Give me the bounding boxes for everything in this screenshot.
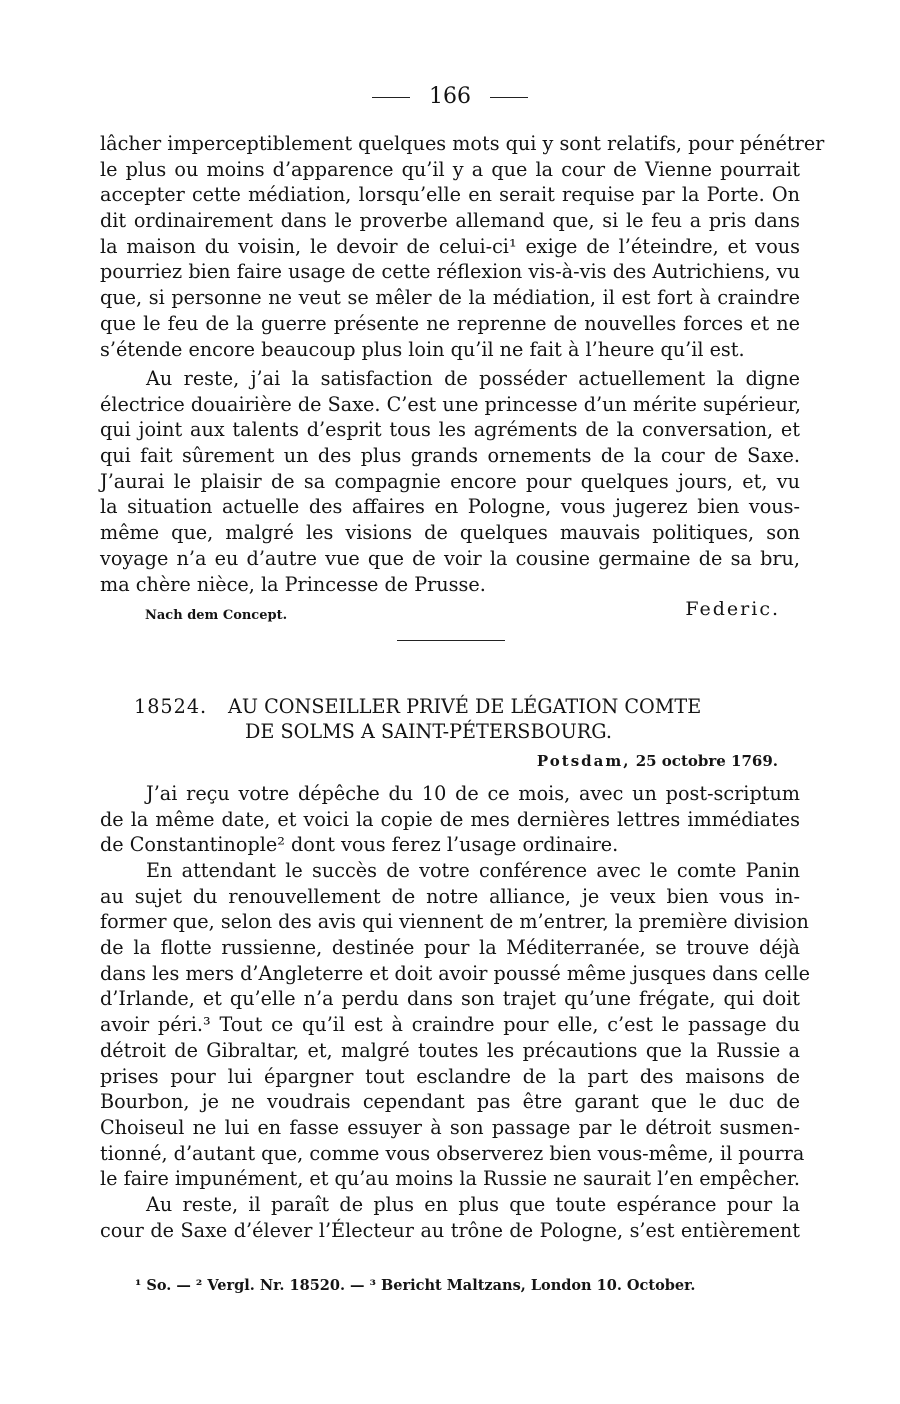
text-line: J’ai reçu votre dépêche du 10 de ce mois, avec un post-scriptum — [146, 782, 800, 805]
text-line: En attendant le succès de votre conférence avec le comte Panin — [146, 859, 800, 882]
text-line: le faire impunément, et qu’au moins la Russie ne saurait l’en empêcher. — [100, 1167, 801, 1191]
text-line: Au reste, j’ai la satisfaction de posséder actuellement la digne — [146, 367, 800, 390]
paragraph-4 — [100, 858, 810, 1243]
text-line: s’étende encore beaucoup plus loin qu’il ne fait à l’heure qu’il est. — [100, 337, 745, 361]
text-line: Au reste, il paraît de plus en plus que toute espérance pour la — [146, 1192, 800, 1216]
text-line: former que, selon des avis qui viennent de m’entrer, la première division — [100, 910, 809, 934]
text-line: ma chère nièce, la Princesse de Prusse. — [100, 572, 486, 596]
text-line: dit ordinairement dans le proverbe allemand que, si le feu a pris dans — [100, 209, 800, 233]
text-line: de la flotte russienne, destinée pour la Méditerranée, se trouve déjà — [100, 936, 800, 960]
text-line: la situation actuelle des affaires en Pologne, vous jugerez bien vous- — [100, 495, 800, 519]
text-line: pourriez bien faire usage de cette réflexion vis-à-vis des Autrichiens, vu — [100, 260, 800, 284]
text-line: voyage n’a eu d’autre vue que de voir la cousine germaine de sa bru, — [100, 546, 800, 570]
text-line: Bourbon, je ne voudrais cependant pas être garant que le duc de — [100, 1090, 800, 1114]
paragraph-3 — [100, 781, 800, 858]
header-dash-left — [372, 97, 410, 98]
text-line: même que, malgré les visions de quelques mauvais politiques, son — [100, 521, 800, 545]
text-line: J’aurai le plaisir de sa compagnie encore pour quelques jours, et, vu — [100, 469, 800, 493]
concept-note: Nach dem Concept. — [145, 608, 288, 623]
text-line: la maison du voisin, le devoir de celui-ci¹ exige de l’éteindre, et vous — [100, 234, 800, 258]
text-line: au sujet du renouvellement de notre alliance, je veux bien vous in- — [100, 884, 800, 908]
text-line: électrice douairière de Saxe. C’est une princesse d’un mérite supérieur, — [100, 392, 801, 416]
page-number: 166 — [429, 84, 471, 109]
text-line: accepter cette médiation, lorsqu’elle en serait requise par la Porte. On — [100, 183, 800, 207]
text-line: tionné, d’autant que, comme vous observerez bien vous-même, il pourra — [100, 1141, 805, 1165]
text-line: avoir péri.³ Tout ce qu’il est à craindre pour elle, c’est le passage du — [100, 1013, 800, 1037]
text-line: détroit de Gibraltar, et, malgré toutes les précautions que la Russie a — [100, 1038, 800, 1062]
text-line: qui fait sûrement un des plus grands ornements de la cour de Saxe. — [100, 444, 800, 468]
header-dash-right — [490, 97, 528, 98]
paragraph-2 — [100, 366, 800, 597]
letter-title-line-1: AU CONSEILLER PRIVÉ DE LÉGATION COMTE — [228, 695, 702, 718]
text-line: Choiseul ne lui en fasse essuyer à son passage par le détroit susmen- — [100, 1115, 800, 1139]
text-line: d’Irlande, et qu’elle n’a perdu dans son trajet qu’une frégate, qui doit — [100, 987, 800, 1011]
text-line: le plus ou moins d’apparence qu’il y a que la cour de Vienne pourrait — [100, 157, 800, 181]
text-line: cour de Saxe d’élever l’Électeur au trône de Pologne, s’est entièrement — [100, 1218, 800, 1242]
text-line: que le feu de la guerre présente ne reprenne de nouvelles forces et ne — [100, 311, 800, 335]
text-line: dans les mers d’Angleterre et doit avoir poussé même jusques dans celle — [100, 961, 810, 985]
text-line: que, si personne ne veut se mêler de la médiation, il est fort à craindre — [100, 286, 800, 310]
letter-title-line-2: DE SOLMS A SAINT-PÉTERSBOURG. — [245, 720, 612, 743]
letter-number: 18524. — [134, 695, 208, 718]
footnotes: ¹ So. — ² Vergl. Nr. 18520. — ³ Bericht Maltzans, London 10. October. — [135, 1277, 696, 1294]
paragraph-1 — [100, 131, 825, 362]
signature: Federic. — [685, 598, 780, 620]
text-line: lâcher imperceptiblement quelques mots qui y sont relatifs, pour pénétrer — [100, 132, 825, 155]
place-date — [537, 752, 778, 770]
text-line: de la même date, et voici la copie de mes dernières lettres immédiates — [100, 807, 800, 831]
text-line: de Constantinople² dont vous ferez l’usage ordinaire. — [100, 833, 619, 857]
text-line: qui joint aux talents d’esprit tous les agréments de la conversation, et — [100, 418, 800, 442]
letter-place: Potsdam, — [536, 752, 631, 770]
section-divider — [397, 640, 505, 641]
text-line: prises pour lui épargner tout esclandre de la part des maisons de — [100, 1064, 800, 1088]
page-header — [100, 84, 800, 109]
letter-date: 25 octobre 1769. — [635, 752, 778, 770]
